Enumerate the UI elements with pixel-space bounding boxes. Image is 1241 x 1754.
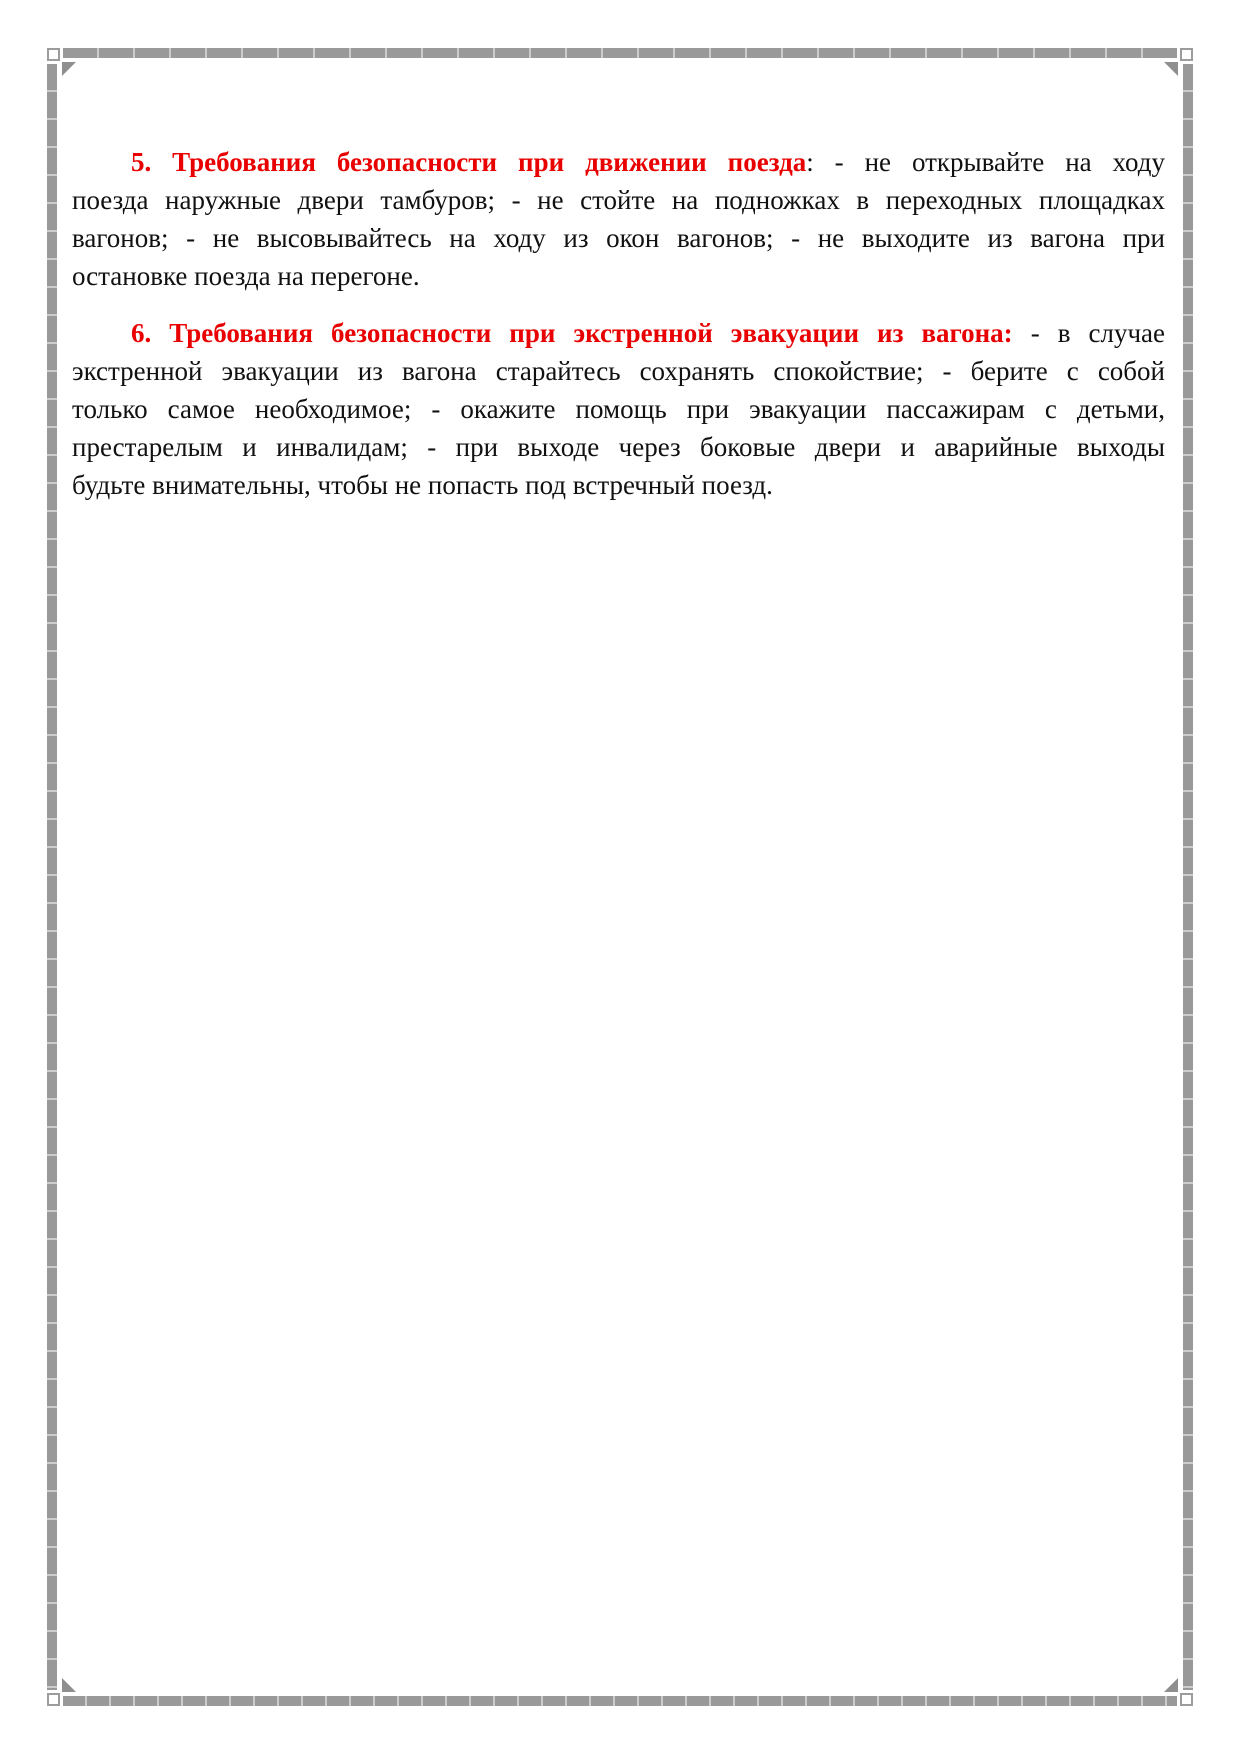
border-corner-square-top-left (47, 48, 60, 61)
body-text: только самое необходимое; - окажите помощь при эвакуации пассажирам с детьми, (72, 394, 1165, 424)
text-line (72, 466, 1165, 504)
body-text: - в случае (1012, 318, 1165, 348)
body-text: престарелым и инвалидам; - при выходе через боковые двери и аварийные выходы (72, 432, 1165, 462)
text-block (72, 143, 1165, 523)
section-6-emergency-evacuation (72, 314, 1165, 504)
border-bar-bottom (63, 1696, 1177, 1706)
text-line (72, 219, 1165, 257)
border-bar-left (47, 64, 57, 1690)
text-line (72, 257, 1165, 295)
text-line (72, 314, 1165, 352)
border-corner-triangle-bottom-left-icon (62, 1678, 76, 1692)
border-corner-square-bottom-left (47, 1693, 60, 1706)
border-corner-triangle-top-right-icon (1164, 62, 1178, 76)
body-text: вагонов; - не высовывайтесь на ходу из окон вагонов; - не выходите из вагона при (72, 223, 1165, 253)
body-text: поезда наружные двери тамбуров; - не стойте на подножках в переходных площадках (72, 185, 1165, 215)
border-corner-square-top-right (1180, 48, 1193, 61)
text-line (72, 181, 1165, 219)
body-text: : - не открывайте на ходу (806, 147, 1165, 177)
border-corner-triangle-bottom-right-icon (1164, 1678, 1178, 1692)
body-text: остановке поезда на перегоне. (72, 261, 420, 291)
border-corner-triangle-top-left-icon (62, 62, 76, 76)
text-line (72, 428, 1165, 466)
text-line (72, 352, 1165, 390)
body-text: экстренной эвакуации из вагона старайтесь сохранять спокойствие; - берите с собой (72, 356, 1165, 386)
border-corner-square-bottom-right (1180, 1693, 1193, 1706)
text-line (72, 143, 1165, 181)
border-bar-right (1183, 64, 1193, 1690)
border-bar-top (63, 48, 1177, 58)
body-text: будьте внимательны, чтобы не попасть под встречный поезд. (72, 470, 773, 500)
section-heading-text: 5. Требования безопасности при движении поезда (131, 147, 807, 177)
section-heading-text: 6. Требования безопасности при экстренной эвакуации из вагона: (131, 318, 1013, 348)
section-5-train-in-motion (72, 143, 1165, 295)
text-line (72, 390, 1165, 428)
